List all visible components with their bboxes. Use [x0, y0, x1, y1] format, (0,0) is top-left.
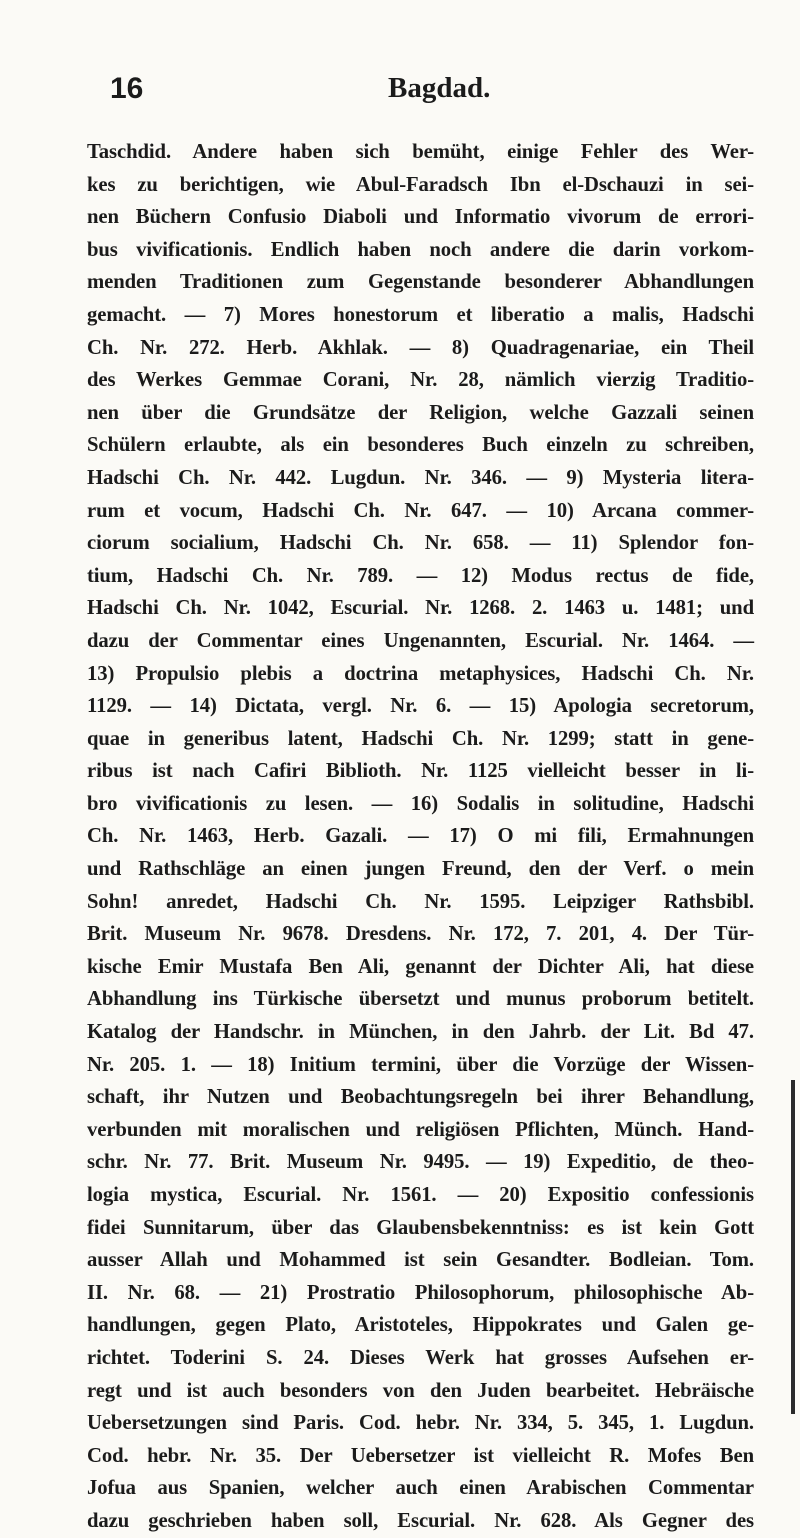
text-line: bus vivificationis. Endlich haben noch andere die darin vorkom- — [87, 238, 754, 261]
text-line: Jofua aus Spanien, welcher auch einen Arabischen Commentar — [87, 1477, 754, 1500]
text-line: 1129. — 14) Dictata, vergl. Nr. 6. — 15) Apologia secretorum, — [87, 695, 754, 718]
text-line: Abhandlung ins Türkische übersetzt und munus proborum betitelt. — [87, 988, 754, 1011]
text-line: und Rathschläge an einen jungen Freund, den der Verf. o mein — [87, 858, 754, 881]
text-line: Schülern erlaubte, als ein besonderes Buch einzeln zu schreiben, — [87, 434, 754, 457]
text-line: verbunden mit moralischen und religiösen Pflichten, Münch. Hand- — [87, 1118, 754, 1141]
text-line: regt und ist auch besonders von den Juden bearbeitet. Hebräische — [87, 1379, 754, 1402]
text-line: 13) Propulsio plebis a doctrina metaphysices, Hadschi Ch. Nr. — [87, 662, 754, 685]
text-line: Brit. Museum Nr. 9678. Dresdens. Nr. 172, 7. 201, 4. Der Tür- — [87, 923, 754, 946]
text-line: fidei Sunnitarum, über das Glaubensbekenntniss: es ist kein Gott — [87, 1216, 754, 1239]
text-line: Nr. 205. 1. — 18) Initium termini, über die Vorzüge der Wissen- — [87, 1053, 754, 1076]
body-text — [87, 136, 754, 1538]
text-line: kes zu berichtigen, wie Abul-Faradsch Ibn el-Dschauzi in sei- — [87, 173, 754, 196]
text-line: schr. Nr. 77. Brit. Museum Nr. 9495. — 19) Expeditio, de theo- — [87, 1151, 754, 1174]
text-line: schaft, ihr Nutzen und Beobachtungsregeln bei ihrer Behandlung, — [87, 1086, 754, 1109]
text-line: nen über die Grundsätze der Religion, welche Gazzali seinen — [87, 401, 754, 424]
page-number: 16 — [110, 72, 144, 105]
text-line: Sohn! anredet, Hadschi Ch. Nr. 1595. Leipziger Rathsbibl. — [87, 890, 754, 913]
text-line: ciorum socialium, Hadschi Ch. Nr. 658. — 11) Splendor fon- — [87, 532, 754, 555]
text-line: rum et vocum, Hadschi Ch. Nr. 647. — 10) Arcana commer- — [87, 499, 754, 522]
text-line: Taschdid. Andere haben sich bemüht, einige Fehler des Wer- — [87, 141, 754, 163]
page-header — [0, 62, 800, 122]
text-line: bro vivificationis zu lesen. — 16) Sodalis in solitudine, Hadschi — [87, 792, 754, 815]
text-line: des Werkes Gemmae Corani, Nr. 28, nämlich vierzig Traditio- — [87, 369, 754, 392]
text-line: Cod. hebr. Nr. 35. Der Uebersetzer ist vielleicht R. Mofes Ben — [87, 1444, 754, 1467]
text-line: nen Büchern Confusio Diaboli und Informatio vivorum de errori- — [87, 206, 754, 229]
running-title: Bagdad. — [388, 72, 491, 104]
text-line: menden Traditionen zum Gegenstande besonderer Abhandlungen — [87, 271, 754, 294]
text-line: handlungen, gegen Plato, Aristoteles, Hippokrates und Galen ge- — [87, 1314, 754, 1337]
text-line: ausser Allah und Mohammed ist sein Gesandter. Bodleian. Tom. — [87, 1249, 754, 1272]
text-line: dazu geschrieben haben soll, Escurial. Nr. 628. Als Gegner des — [87, 1509, 754, 1532]
text-line: kische Emir Mustafa Ben Ali, genannt der Dichter Ali, hat diese — [87, 955, 754, 978]
text-line: ribus ist nach Cafiri Biblioth. Nr. 1125 vielleicht besser in li- — [87, 760, 754, 783]
text-line: dazu der Commentar eines Ungenannten, Escurial. Nr. 1464. — — [87, 629, 754, 652]
text-line: gemacht. — 7) Mores honestorum et liberatio a malis, Hadschi — [87, 303, 754, 326]
text-line: II. Nr. 68. — 21) Prostratio Philosophorum, philosophische Ab- — [87, 1281, 754, 1304]
text-line: logia mystica, Escurial. Nr. 1561. — 20) Expositio confessionis — [87, 1184, 754, 1206]
text-line: Hadschi Ch. Nr. 442. Lugdun. Nr. 346. — 9) Mysteria litera- — [87, 466, 754, 489]
text-line: Hadschi Ch. Nr. 1042, Escurial. Nr. 1268. 2. 1463 u. 1481; und — [87, 597, 754, 620]
text-line: Ch. Nr. 272. Herb. Akhlak. — 8) Quadragenariae, ein Theil — [87, 336, 754, 359]
text-line: Ch. Nr. 1463, Herb. Gazali. — 17) O mi fili, Ermahnungen — [87, 825, 754, 848]
page-edge-bar — [791, 1080, 795, 1414]
text-line: Katalog der Handschr. in München, in den Jahrb. der Lit. Bd 47. — [87, 1021, 754, 1044]
text-line: quae in generibus latent, Hadschi Ch. Nr. 1299; statt in gene- — [87, 727, 754, 750]
text-line: Uebersetzungen sind Paris. Cod. hebr. Nr. 334, 5. 345, 1. Lugdun. — [87, 1412, 754, 1435]
text-line: tium, Hadschi Ch. Nr. 789. — 12) Modus rectus de fide, — [87, 564, 754, 587]
text-line: richtet. Toderini S. 24. Dieses Werk hat grosses Aufsehen er- — [87, 1346, 754, 1369]
